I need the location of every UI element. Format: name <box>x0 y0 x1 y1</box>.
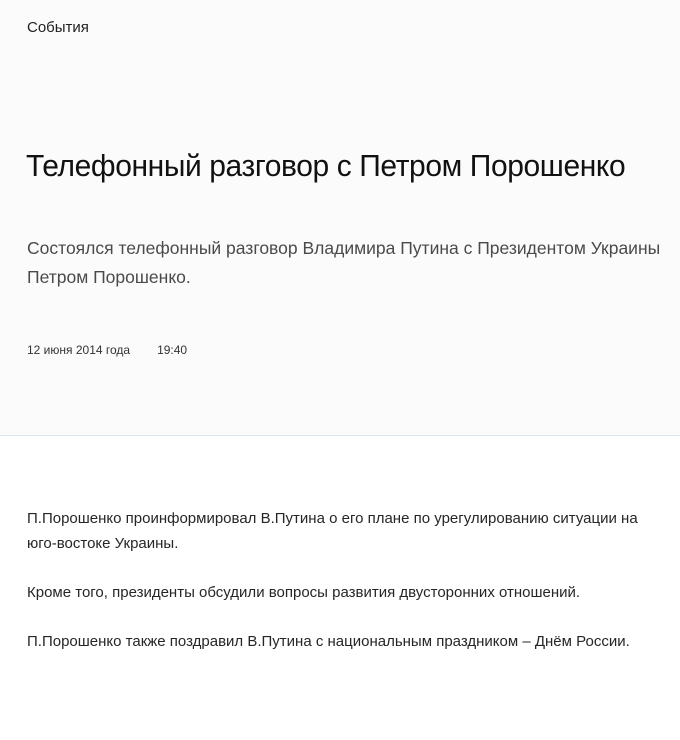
publish-date: 12 июня 2014 года <box>27 343 131 357</box>
article-meta <box>27 342 187 358</box>
article-paragraph: П.Порошенко проинформировал В.Путина о его плане по урегулированию ситуации на юго-востоке Украины. <box>27 510 638 552</box>
header-divider <box>0 435 680 436</box>
article-paragraph: П.Порошенко также поздравил В.Путина с национальным праздником – Днём России. <box>27 633 630 650</box>
article-paragraph: Кроме того, президенты обсудили вопросы развития двусторонних отношений. <box>27 584 581 601</box>
article-lead: Состоялся телефонный разговор Владимира Путина с Президентом Украины Петром Порошенко. <box>27 238 661 287</box>
article-body <box>27 506 667 678</box>
page-title: Телефонный разговор с Петром Порошенко <box>26 149 626 184</box>
publish-time: 19:40 <box>157 343 188 357</box>
section-link[interactable]: События <box>27 19 89 36</box>
